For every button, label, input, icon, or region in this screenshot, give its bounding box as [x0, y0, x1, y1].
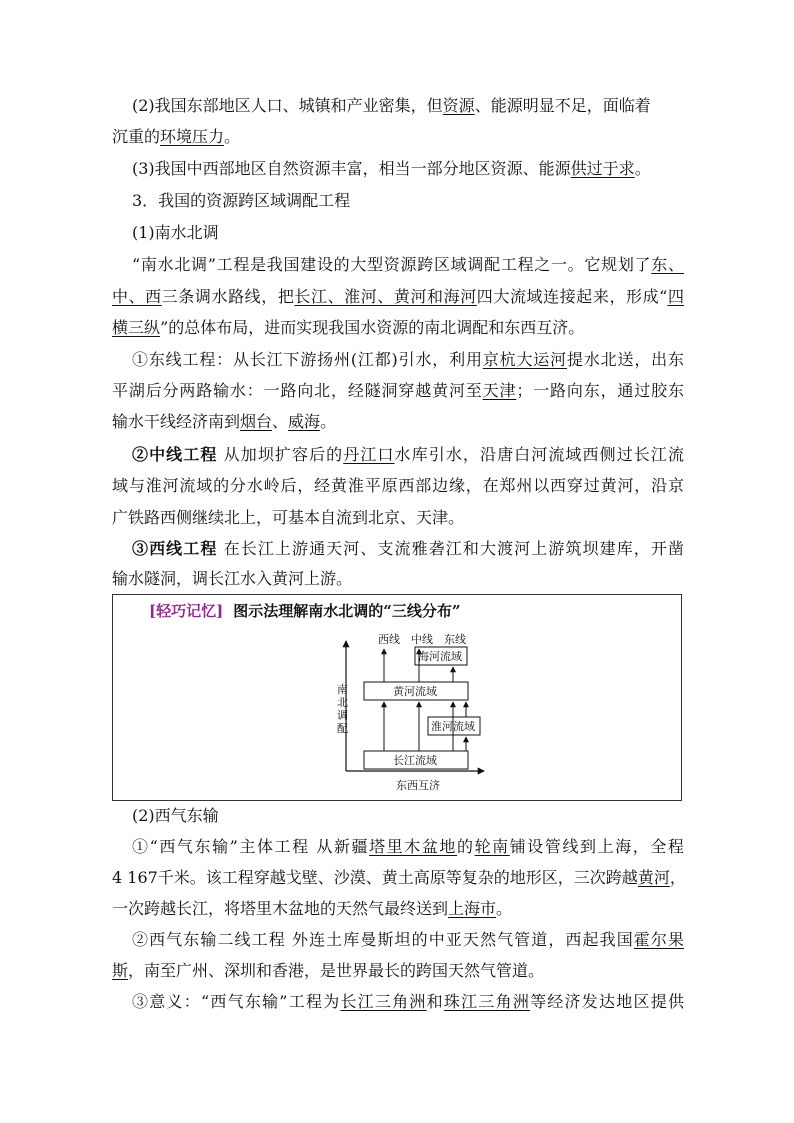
paragraph-line: (2)我国东部地区人口、城镇和产业密集，但资源、能源明显不足，面临着: [132, 96, 651, 115]
paragraph-line: ①东线工程：从长江下游扬州(江都)引水，利用京杭大运河提水北送，出东: [132, 350, 684, 369]
y-axis-label-char: 调: [337, 709, 348, 722]
paragraph-line: “南水北调”工程是我国建设的大型资源跨区域调配工程之一。它规划了东、: [132, 255, 684, 274]
x-axis-label: 东西互济: [396, 779, 440, 792]
paragraph-line: ③意义：“西气东输”工程为长江三角洲和珠江三角洲等经济发达地区提供: [132, 992, 684, 1011]
paragraph-line: 一次跨越长江，将塔里木盆地的天然气最终送到上海市。: [112, 899, 513, 918]
y-axis-label-char: 南: [337, 683, 348, 696]
water-diversion-diagram: [113, 595, 683, 802]
paragraph-line: 广铁路西侧继续北上，可基本自流到北京、天津。: [112, 508, 465, 527]
west-line-label: 西线: [378, 633, 400, 646]
paragraph-line: 4 167千米。该工程穿越戈壁、沙漠、黄土高原等复杂的地形区，三次跨越黄河，: [112, 868, 686, 887]
paragraph-line: 平湖后分两路输水：一路向北，经隧洞穿越黄河至天津；一路向东，通过胶东: [112, 381, 684, 400]
paragraph-line: 域与淮河流域的分水岭后，经黄淮平原西部边缘，在郑州以西穿过黄河，沿京: [112, 476, 684, 495]
memory-tip-box: [112, 594, 682, 801]
paragraph-line: ②中线工程 从加坝扩容后的丹江口水库引水，沿唐白河流域西侧过长江流: [132, 445, 684, 464]
tip-title: 图示法理解南水北调的“三线分布”: [233, 602, 461, 620]
y-axis-label-char: 北: [337, 696, 348, 709]
paragraph-line: ②西气东输二线工程 外连土库曼斯坦的中亚天然气管道，西起我国霍尔果: [132, 930, 684, 949]
paragraph-line: 输水干线经济南到烟台、威海。: [112, 412, 337, 431]
y-axis-label: [337, 683, 352, 735]
paragraph-line: 中、西三条调水路线，把长江、淮河、黄河和海河四大流域连接起来，形成“四: [112, 287, 684, 306]
east-line-label: 东线: [444, 633, 466, 646]
huanghe-label: 黄河流域: [393, 685, 437, 698]
paragraph-line: ③西线工程 在长江上游通天河、支流雅砻江和大渡河上游筑坝建库，开凿: [132, 539, 684, 558]
paragraph-line: 输水隧洞，调长江水入黄河上游。: [112, 569, 353, 588]
changjiang-label: 长江流域: [393, 754, 437, 767]
haihe-label: 海河流域: [418, 650, 462, 663]
paragraph-line: 斯，南至广州、深圳和香港，是世界最长的跨国天然气管道。: [112, 961, 545, 980]
middle-line-label: 中线: [411, 633, 433, 646]
huaihe-label: 淮河流域: [431, 720, 475, 733]
tip-tag: [轻巧记忆]: [149, 602, 224, 620]
subsection-heading: (1)南水北调: [132, 223, 219, 242]
paragraph-line: ①“西气东输”主体工程 从新疆塔里木盆地的轮南铺设管线到上海，全程: [132, 837, 684, 856]
y-axis-label-char: 配: [337, 722, 348, 735]
paragraph-line: (3)我国中西部地区自然资源丰富，相当一部分地区资源、能源供过于求。: [132, 159, 651, 178]
subsection-heading: (2)西气东输: [132, 806, 219, 825]
paragraph-line: 沉重的环境压力。: [112, 127, 241, 146]
section-heading: 3．我国的资源跨区域调配工程: [132, 191, 351, 210]
paragraph-line: 横三纵”的总体布局，进而实现我国水资源的南北调配和东西互济。: [112, 318, 585, 337]
